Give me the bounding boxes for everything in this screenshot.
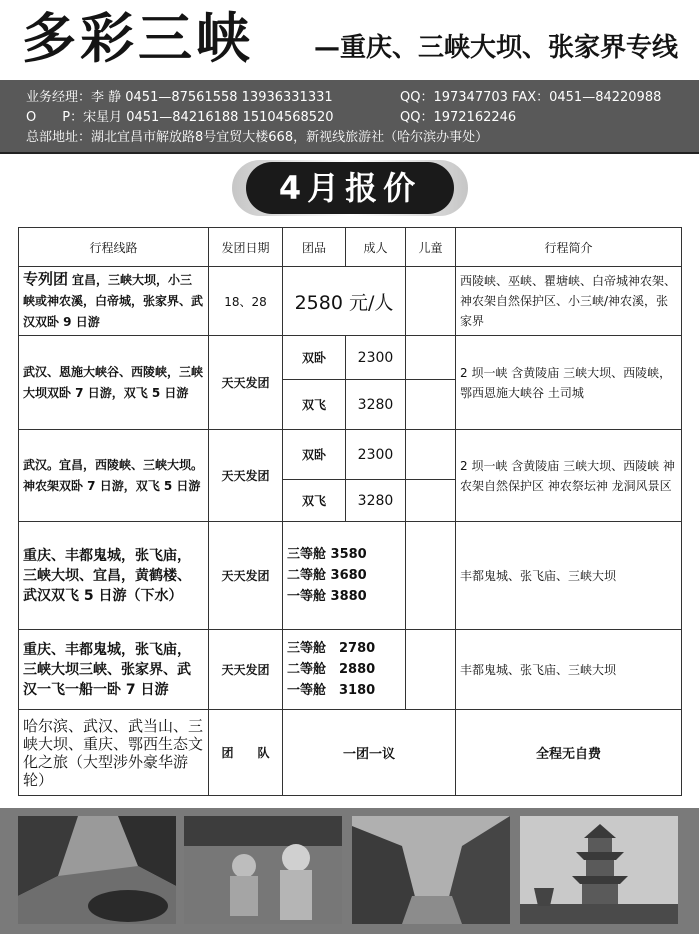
temple-statues-photo <box>184 816 342 924</box>
date-cell: 团 队 <box>209 710 283 796</box>
table-header-row <box>19 228 682 267</box>
op-contact: O P：宋星月 0451—84216188 15104568520 <box>26 110 334 125</box>
cabin-price-line: 二等舱 2880 <box>287 662 376 677</box>
contact-row-op <box>26 108 517 128</box>
cabin-price-line: 二等舱 3680 <box>287 568 367 583</box>
price-table <box>18 227 682 796</box>
op-qq: QQ：1972162246 <box>400 110 517 125</box>
hq-address: 总部地址：湖北宜昌市解放路8号宜贸大楼668，新视线旅游社（哈尔滨办事处） <box>26 130 489 145</box>
option-label: 双卧 <box>283 336 346 380</box>
route-text: 宜昌，三峡大坝，小三峡或神农溪，白帝城，张家界、武汉双卧 9 日游 <box>23 273 204 329</box>
canyon-photo <box>352 816 510 924</box>
summary-cell: 西陵峡、巫峡、瞿塘峡、白帝城神农架、神农架自然保护区、小三峡/神农溪，张家界 <box>456 267 682 336</box>
header-product: 团品 <box>283 228 346 267</box>
summary-cell: 丰都鬼城、张飞庙、三峡大坝 <box>456 522 682 630</box>
child-price-cell <box>406 480 456 522</box>
route-cell: 重庆、丰都鬼城，张飞庙，三峡大坝三峡、张家界、武汉一飞一船一卧 7 日游 <box>19 630 209 710</box>
child-price-cell <box>406 522 456 630</box>
table-row <box>19 336 682 380</box>
header-divider <box>0 152 699 154</box>
summary-cell: 全程无自费 <box>456 710 682 796</box>
table-row <box>19 522 682 630</box>
route-cell: 武汉。宜昌，西陵峡、三峡大坝。神农架双卧 7 日游，双飞 5 日游 <box>19 430 209 522</box>
page-title: 多彩三峡 <box>22 7 254 70</box>
cabin-price-cell <box>283 630 406 710</box>
date-cell: 18、28 <box>209 267 283 336</box>
cabin-price-line: 一等舱 3180 <box>287 683 376 698</box>
table-row <box>19 630 682 710</box>
route-cell: 哈尔滨、武汉、武当山、三峡大坝、重庆、鄂西生态文化之旅（大型涉外豪华游轮） <box>19 710 209 796</box>
date-cell: 天天发团 <box>209 336 283 430</box>
summary-cell: 2 坝一峡 含黄陵庙 三峡大坝、西陵峡 神农架自然保护区 神农祭坛神 龙洞风景区 <box>456 430 682 522</box>
month-price-badge: 4月报价 <box>246 162 454 214</box>
header-child: 儿童 <box>406 228 456 267</box>
adult-price: 3280 <box>346 480 406 522</box>
header-summary: 行程简介 <box>456 228 682 267</box>
date-cell: 天天发团 <box>209 522 283 630</box>
cabin-price-line: 三等舱 2780 <box>287 641 376 656</box>
cabin-price-line: 三等舱 3580 <box>287 547 367 562</box>
option-label: 双卧 <box>283 430 346 480</box>
manager-contact: 业务经理：李 静 0451—87561558 13936331331 <box>26 90 333 105</box>
price-cell: 一团一议 <box>283 710 456 796</box>
child-price-cell <box>406 380 456 430</box>
child-price-cell <box>406 336 456 380</box>
date-cell: 天天发团 <box>209 630 283 710</box>
price-cell: 2580 元/人 <box>283 267 406 336</box>
special-train-tag: 专列团 <box>23 270 69 288</box>
cabin-price-line: 一等舱 3880 <box>287 589 367 604</box>
table-row <box>19 430 682 480</box>
manager-qq-fax: QQ：197347703 FAX：0451—84220988 <box>400 90 662 105</box>
child-price-cell <box>406 430 456 480</box>
table-row <box>19 267 682 336</box>
option-label: 双飞 <box>283 380 346 430</box>
child-price-cell <box>406 630 456 710</box>
option-label: 双飞 <box>283 480 346 522</box>
header-date: 发团日期 <box>209 228 283 267</box>
cabin-price-cell <box>283 522 406 630</box>
gorge-river-photo <box>18 816 176 924</box>
photo-strip <box>0 808 699 934</box>
summary-cell: 2 坝一峡 含黄陵庙 三峡大坝、西陵峡，鄂西恩施大峡谷 土司城 <box>456 336 682 430</box>
adult-price: 2300 <box>346 430 406 480</box>
adult-price: 2300 <box>346 336 406 380</box>
route-cell: 重庆、丰都鬼城，张飞庙，三峡大坝、宜昌，黄鹤楼、武汉双飞 5 日游（下水） <box>19 522 209 630</box>
page-subtitle: —重庆、三峡大坝、张家界专线 <box>314 33 679 63</box>
header-route: 行程线路 <box>19 228 209 267</box>
contact-info-band <box>0 80 699 152</box>
header-adult: 成人 <box>346 228 406 267</box>
route-cell <box>19 267 209 336</box>
contact-row-manager <box>26 88 662 108</box>
contact-row-address <box>26 128 488 148</box>
table-row <box>19 710 682 796</box>
route-cell: 武汉、恩施大峡谷、西陵峡，三峡大坝双卧 7 日游，双飞 5 日游 <box>19 336 209 430</box>
adult-price: 3280 <box>346 380 406 430</box>
summary-cell: 丰都鬼城、张飞庙、三峡大坝 <box>456 630 682 710</box>
child-price-cell <box>406 267 456 336</box>
date-cell: 天天发团 <box>209 430 283 522</box>
yellow-crane-tower-photo <box>520 816 678 924</box>
